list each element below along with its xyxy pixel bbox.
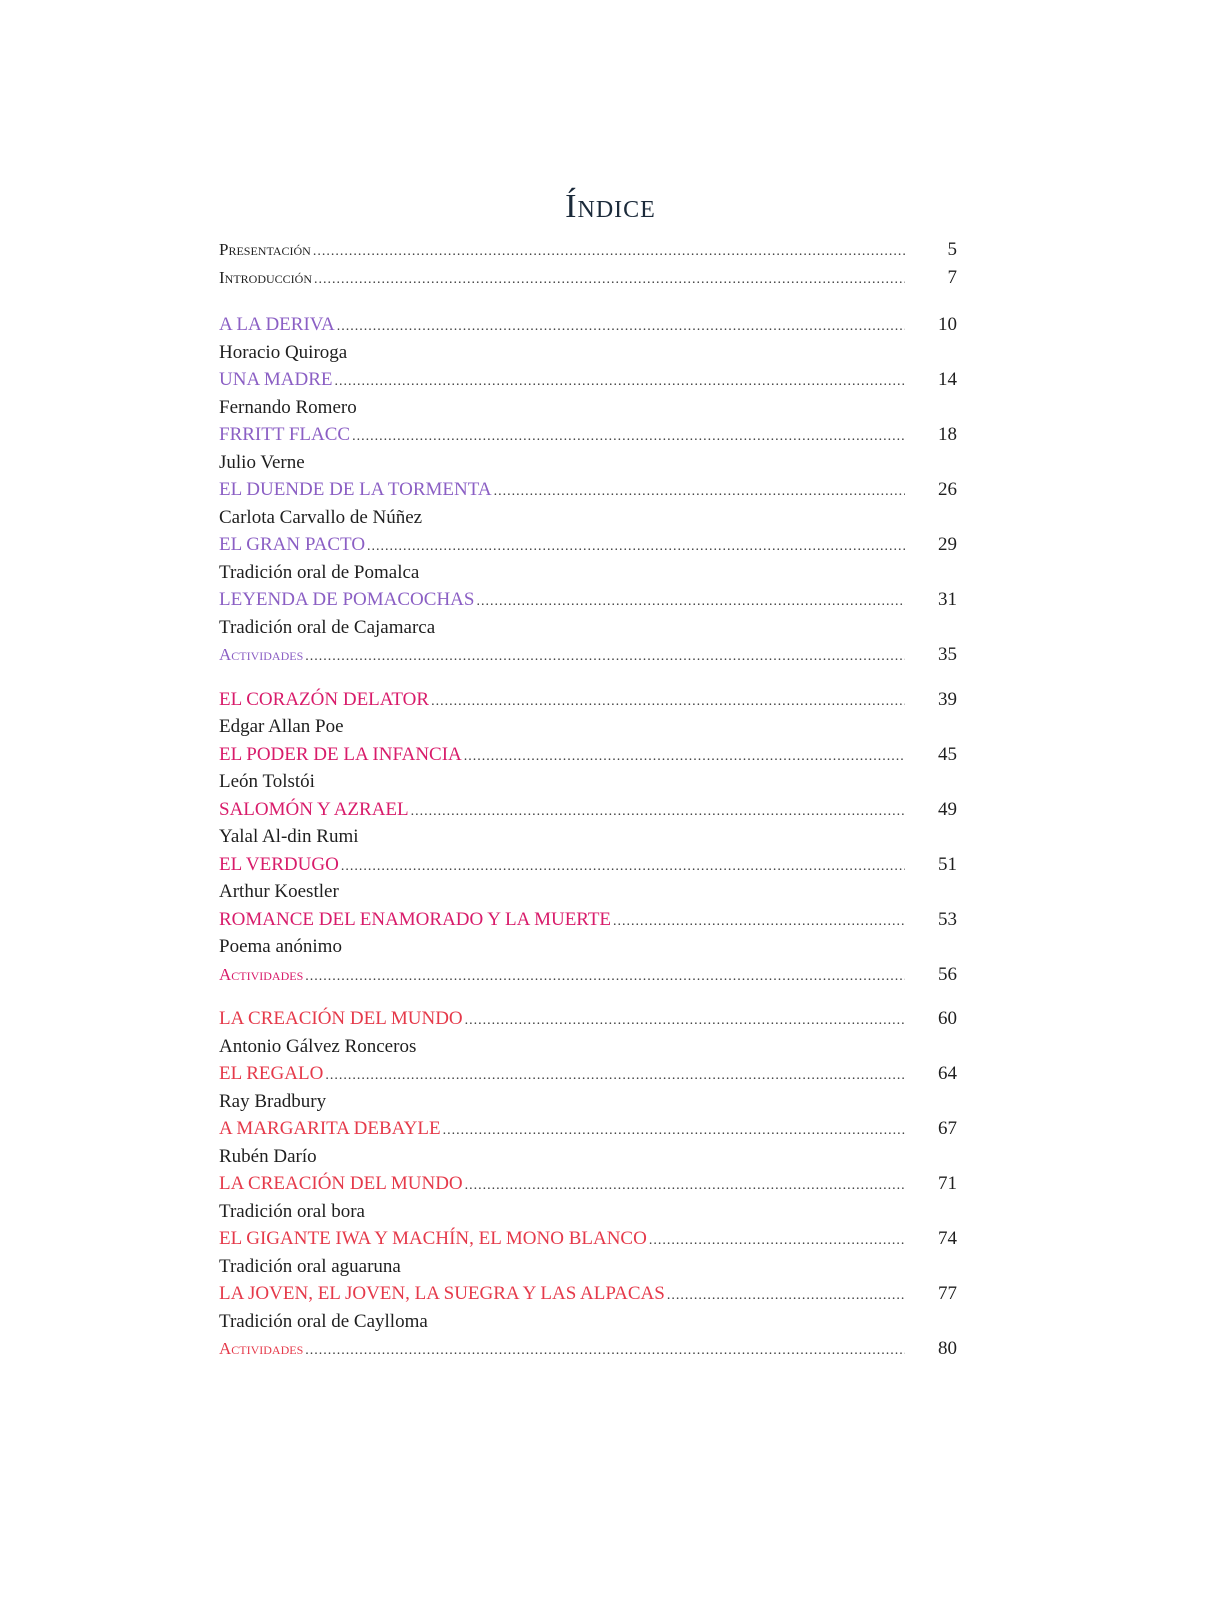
toc-entry-title-label: EL PODER DE LA INFANCIA [219,743,462,765]
toc-entry-title-label: EL VERDUGO [219,853,339,875]
toc-entry-title-label: EL GIGANTE IWA Y MACHÍN, EL MONO BLANCO [219,1228,647,1249]
toc-entry-title-label: LA CREACIÓN DEL MUNDO [219,1008,463,1029]
toc-entry-title-label: EL REGALO [219,1063,324,1084]
dot-leader [465,1005,905,1035]
page-title: Índice [565,188,656,225]
toc-entry-title-label: LEYENDA DE POMACOCHAS [219,589,475,610]
page-number: 26 [938,479,957,500]
dot-leader [494,476,905,506]
page-number: 5 [947,239,957,260]
toc-entry-author [219,878,957,906]
dot-leader [476,586,905,616]
dot-leader [411,796,905,826]
dot-leader [314,264,905,294]
section-gap [219,988,957,1005]
page-number: 60 [938,1008,957,1029]
page-number: 14 [938,369,957,390]
section-gap [219,291,957,311]
page-number: 64 [938,1063,957,1084]
toc-entry-title [219,476,957,504]
toc-entry-title [219,741,957,769]
page-number: 18 [938,424,957,445]
toc-entry-title [219,851,957,879]
toc-entry-author-label: Tradición oral de Pomalca [219,561,420,583]
front-matter-entry [219,236,957,264]
toc-entry-author-label: Rubén Darío [219,1145,317,1167]
front-matter-entry-label: Presentación [219,240,311,259]
toc-entry-author [219,1253,957,1281]
toc-entry-author-label: Horacio Quiroga [219,341,348,363]
toc-entry-title [219,586,957,614]
toc-entry-author-label: Fernando Romero [219,396,357,418]
page-number: 10 [938,314,957,335]
toc-entry-author-label: León Tolstói [219,771,315,792]
activities-entry [219,1335,957,1363]
page-number: 29 [938,534,957,555]
toc-entry-title-label: A LA DERIVA [219,314,335,335]
toc-entry-author [219,823,957,851]
toc-entry-author-label: Arthur Koestler [219,881,339,902]
page-number: 35 [938,644,957,665]
front-matter-entry [219,264,957,292]
toc-entry-author-label: Antonio Gálvez Ronceros [219,1035,417,1057]
toc-entry-title-label: EL CORAZÓN DELATOR [219,688,430,710]
page-number: 77 [938,1283,957,1304]
activities-entry-label: Actividades [219,964,304,984]
toc-entry-title [219,1225,957,1253]
dot-leader [337,311,905,341]
activities-entry [219,961,957,989]
dot-leader [352,421,905,451]
toc-entry-title-label: LA JOVEN, EL JOVEN, LA SUEGRA Y LAS ALPACAS [219,1283,665,1304]
toc-entry-title [219,1005,957,1033]
toc-entry-author [219,713,957,741]
toc-entry-author-label: Carlota Carvallo de Núñez [219,506,423,528]
page-number: 67 [938,1118,957,1139]
page-number: 49 [938,798,957,820]
dot-leader [313,236,905,266]
dot-leader [667,1280,905,1310]
toc-entry-author-label: Edgar Allan Poe [219,716,344,737]
page-number: 31 [938,589,957,610]
dot-leader [465,1170,905,1200]
toc-entry-title [219,686,957,714]
dot-leader [341,851,905,881]
dot-leader [325,1060,905,1090]
toc-entry-title [219,311,957,339]
toc-entry-author-label: Tradición oral de Cajamarca [219,616,436,638]
toc-entry-author [219,768,957,796]
dot-leader [443,1115,905,1145]
toc-entry-author [219,614,957,642]
toc-entry-author [219,394,957,422]
toc-entry-title [219,1060,957,1088]
toc-entry-author [219,1033,957,1061]
toc-entry-author [219,339,957,367]
toc-entry-author-label: Yalal Al-din Rumi [219,826,359,847]
page-number: 80 [938,1338,957,1359]
dot-leader [464,741,905,771]
toc-entry-title [219,1280,957,1308]
toc-entry-author [219,449,957,477]
dot-leader [649,1225,905,1255]
toc-entry-author [219,1088,957,1116]
dot-leader [305,1335,905,1365]
toc-entry-title [219,906,957,934]
toc-entry-title-label: LA CREACIÓN DEL MUNDO [219,1173,463,1194]
toc-entry-title-label: ROMANCE DEL ENAMORADO Y LA MUERTE [219,908,612,930]
toc-entry-title-label: FRRITT FLACC [219,424,351,445]
toc-entry-author [219,1308,957,1336]
activities-entry-label: Actividades [219,645,304,664]
toc-entry-author [219,1198,957,1226]
toc-entry-author [219,504,957,532]
toc-entry-author-label: Poema anónimo [219,936,342,957]
toc-entry-title-label: A MARGARITA DEBAYLE [219,1118,441,1139]
section-gap [219,669,957,686]
page-number: 39 [938,688,957,710]
dot-leader [367,531,905,561]
toc-entry-author-label: Tradición oral bora [219,1200,365,1222]
toc-entry-author-label: Tradición oral aguaruna [219,1255,401,1277]
dot-leader [305,641,905,671]
toc-entry-title [219,1170,957,1198]
activities-entry [219,641,957,669]
toc-entry-title [219,421,957,449]
page-number: 45 [938,743,957,765]
toc-entry-title [219,366,957,394]
front-matter-entry-label: Introducción [219,267,312,287]
page-number: 56 [938,963,957,985]
page-number: 53 [938,908,957,930]
toc-entry-title-label: UNA MADRE [219,369,333,390]
table-of-contents [219,236,957,1363]
dot-leader [334,366,905,396]
toc-entry-author-label: Julio Verne [219,451,305,473]
page-number: 71 [938,1173,957,1194]
toc-entry-title [219,531,957,559]
dot-leader [431,686,905,716]
toc-entry-title-label: EL GRAN PACTO [219,534,366,555]
toc-entry-title-label: SALOMÓN Y AZRAEL [219,798,409,820]
activities-entry-label: Actividades [219,1339,304,1358]
page-number: 74 [938,1228,957,1249]
toc-entry-title [219,1115,957,1143]
toc-entry-author-label: Ray Bradbury [219,1090,327,1112]
toc-entry-title-label: EL DUENDE DE LA TORMENTA [219,479,492,500]
toc-entry-title [219,796,957,824]
toc-entry-author [219,933,957,961]
page-number: 7 [947,266,957,288]
dot-leader [613,906,905,936]
toc-entry-author [219,1143,957,1171]
toc-entry-author [219,559,957,587]
page-number: 51 [938,853,957,875]
toc-entry-author-label: Tradición oral de Caylloma [219,1310,428,1332]
dot-leader [305,961,905,991]
